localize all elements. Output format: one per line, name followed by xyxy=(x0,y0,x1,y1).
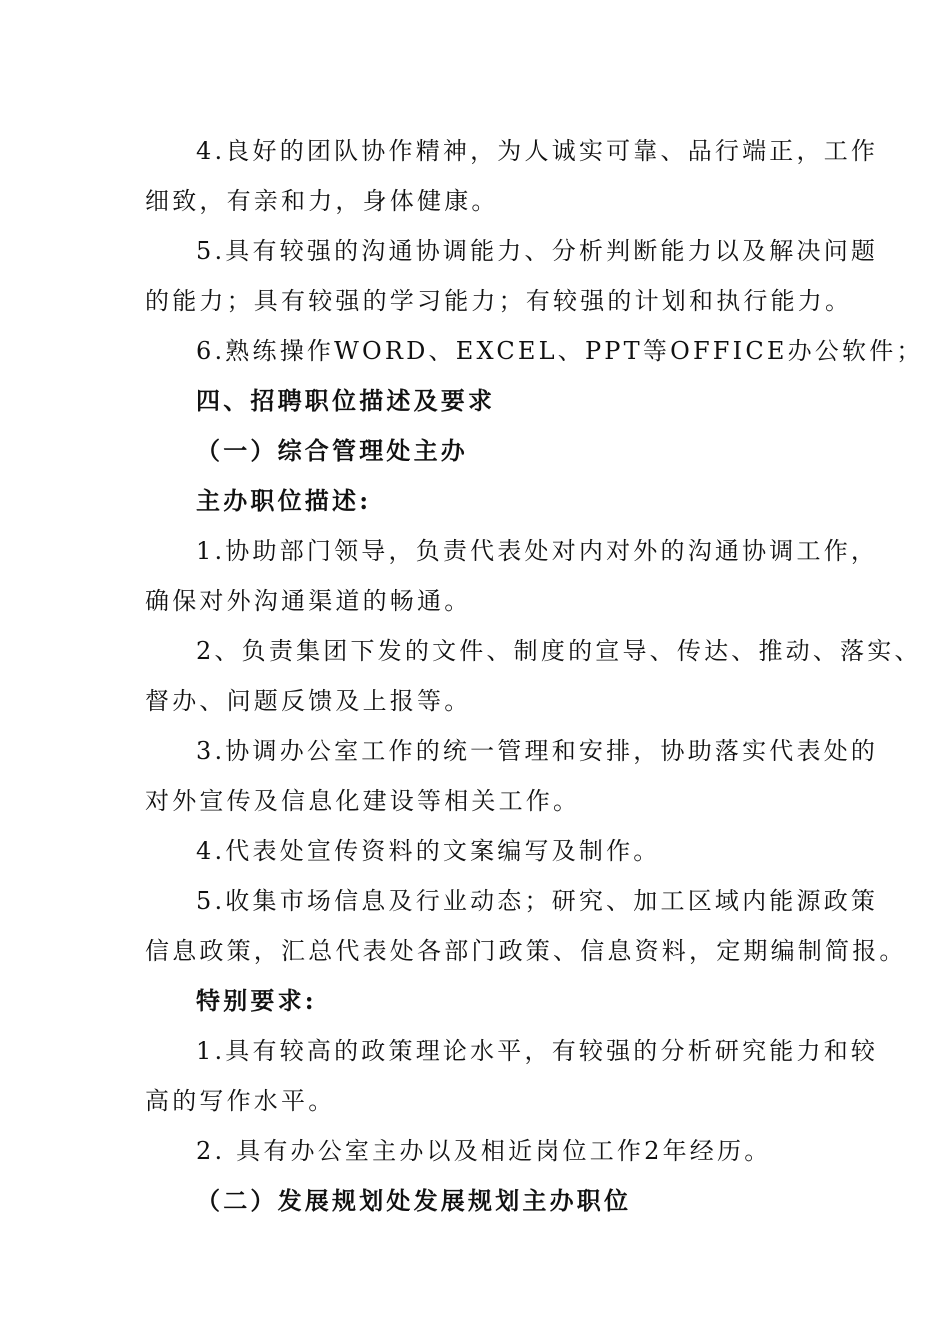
paragraph-line: 5.收集市场信息及行业动态；研究、加工区域内能源政策 xyxy=(196,887,879,915)
label-heading: 主办职位描述: xyxy=(196,486,372,515)
paragraph-line: 细致，有亲和力，身体健康。 xyxy=(145,187,499,215)
paragraph-line: 3.协调办公室工作的统一管理和安排，协助落实代表处的 xyxy=(196,737,879,765)
subsection-heading: （二）发展规划处发展规划主办职位 xyxy=(196,1186,632,1215)
paragraph-line: 高的写作水平。 xyxy=(145,1087,336,1115)
paragraph-line: 5.具有较强的沟通协调能力、分析判断能力以及解决问题 xyxy=(196,237,879,265)
paragraph-line: 的能力；具有较强的学习能力；有较强的计划和执行能力。 xyxy=(145,287,853,315)
paragraph-line: 2. 具有办公室主办以及相近岗位工作2年经历。 xyxy=(196,1137,772,1165)
paragraph-line: 确保对外沟通渠道的畅通。 xyxy=(145,587,472,615)
paragraph-line: 对外宣传及信息化建设等相关工作。 xyxy=(145,787,581,815)
paragraph-line: 4.良好的团队协作精神，为人诚实可靠、品行端正，工作 xyxy=(196,137,879,165)
paragraph-line: 6.熟练操作WORD、EXCEL、PPT等OFFICE办公软件； xyxy=(196,337,924,365)
paragraph-line: 信息政策，汇总代表处各部门政策、信息资料，定期编制简报。 xyxy=(145,937,907,965)
subsection-heading: （一）综合管理处主办 xyxy=(196,436,468,465)
paragraph-line: 督办、问题反馈及上报等。 xyxy=(145,687,472,715)
paragraph-line: 2、负责集团下发的文件、制度的宣导、传达、推动、落实、 xyxy=(196,637,922,665)
section-heading: 四、招聘职位描述及要求 xyxy=(196,386,496,415)
paragraph-line: 1.协助部门领导，负责代表处对内对外的沟通协调工作， xyxy=(196,537,879,565)
label-heading: 特别要求: xyxy=(196,986,317,1015)
paragraph-line: 1.具有较高的政策理论水平，有较强的分析研究能力和较 xyxy=(196,1037,879,1065)
paragraph-line: 4.代表处宣传资料的文案编写及制作。 xyxy=(196,837,661,865)
